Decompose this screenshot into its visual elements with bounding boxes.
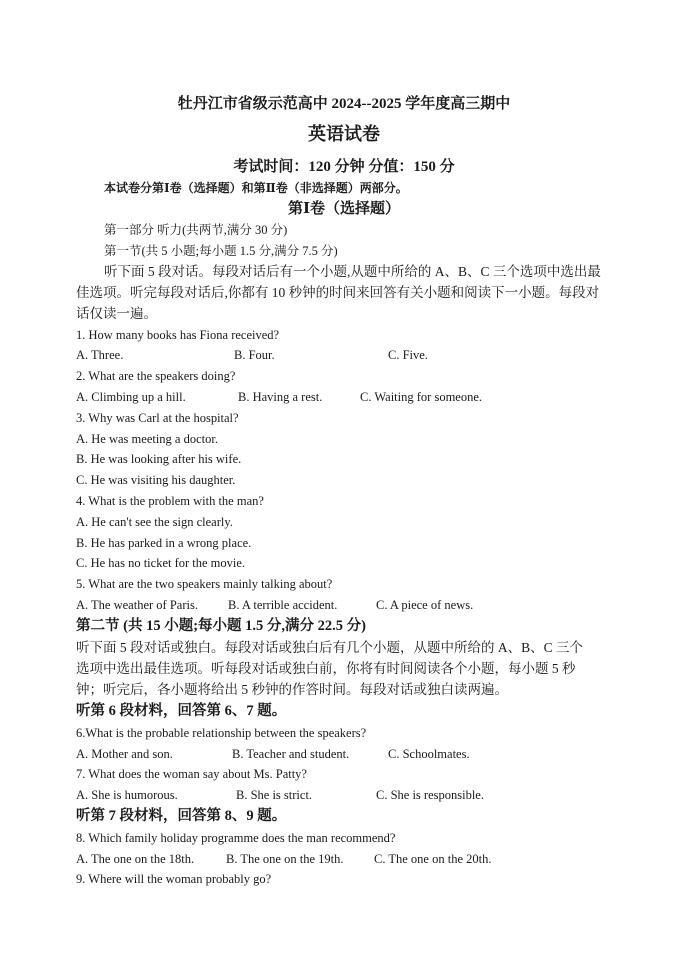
exam-info: 考试时间：120 分钟 分值：150 分 [233, 159, 455, 175]
option-b: B. The one on the 19th. [226, 852, 344, 866]
exam-instructions: 本试卷分第Ⅰ卷（选择题）和第Ⅱ卷（非选择题）两部分。 [104, 181, 408, 195]
option-b: B. He was looking after his wife. [76, 452, 242, 466]
option-a: A. She is humorous. [76, 788, 178, 802]
material-7-heading: 听第 7 段材料，回答第 8、9 题。 [76, 808, 287, 824]
option-b: B. He has parked in a wrong place. [76, 536, 252, 550]
option-b: B. She is strict. [236, 788, 313, 802]
section2-directions-line2: 选项中选出最佳选项。听每段对话或独白前，你将有时间阅读各个小题，每小题 5 秒 [76, 661, 576, 676]
question-stem: 5. What are the two speakers mainly talking about? [76, 577, 333, 591]
option-a: A. Climbing up a hill. [76, 390, 186, 404]
option-c: C. He was visiting his daughter. [76, 473, 236, 487]
section2-directions-line1: 听下面 5 段对话或独白。每段对话或独白后有几个小题，从题中所给的 A、B、C 三个 [76, 640, 584, 655]
school-title: 牡丹江市省级示范高中 2024--2025 学年度高三期中 [177, 96, 511, 112]
section1-directions-line1: 听下面 5 段对话。每段对话后有一个小题,从题中所给的 A、B、C 三个选项中选出最 [104, 264, 601, 279]
section2-heading: 第二节 (共 15 小题;每小题 1.5 分,满分 22.5 分) [76, 618, 366, 634]
material-6-heading: 听第 6 段材料，回答第 6、7 题。 [76, 703, 287, 719]
option-a: A. The weather of Paris. [76, 598, 198, 612]
part1-heading: 第一部分 听力(共两节,满分 30 分) [104, 223, 288, 237]
question-stem: 6.What is the probable relationship between the speakers? [76, 726, 367, 740]
option-c: C. Waiting for someone. [360, 390, 483, 404]
option-c: C. Five. [388, 348, 428, 362]
option-b: B. Having a rest. [238, 390, 323, 404]
option-a: A. Mother and son. [76, 747, 173, 761]
question-stem: 8. Which family holiday programme does the man recommend? [76, 831, 396, 845]
section1-heading: 第一节(共 5 小题;每小题 1.5 分,满分 7.5 分) [104, 244, 338, 258]
option-a: A. The one on the 18th. [76, 852, 195, 866]
section2-directions-line3: 钟；听完后，各小题将给出 5 秒钟的作答时间。每段对话或独白读两遍。 [76, 682, 508, 697]
option-a: A. He was meeting a doctor. [76, 432, 218, 446]
subject-title: 英语试卷 [308, 124, 380, 144]
option-c: C. The one on the 20th. [374, 852, 492, 866]
section1-directions-line3: 话仅读一遍。 [76, 306, 157, 321]
option-c: C. She is responsible. [376, 788, 484, 802]
question-stem: 2. What are the speakers doing? [76, 369, 236, 383]
option-c: C. He has no ticket for the movie. [76, 556, 246, 570]
question-stem: 9. Where will the woman probably go? [76, 872, 272, 886]
option-c: C. A piece of news. [376, 598, 474, 612]
section1-directions-line2: 佳选项。听完每段对话后,你都有 10 秒钟的时间来回答有关小题和阅读下一小题。每段对 [76, 285, 600, 300]
question-stem: 7. What does the woman say about Ms. Patty? [76, 767, 307, 781]
option-b: B. A terrible accident. [228, 598, 338, 612]
question-stem: 3. Why was Carl at the hospital? [76, 411, 239, 425]
option-c: C. Schoolmates. [388, 747, 470, 761]
question-stem: 1. How many books has Fiona received? [76, 328, 280, 342]
option-b: B. Teacher and student. [232, 747, 350, 761]
question-stem: 4. What is the problem with the man? [76, 494, 264, 508]
option-a: A. He can't see the sign clearly. [76, 515, 233, 529]
option-a: A. Three. [76, 348, 124, 362]
option-b: B. Four. [234, 348, 275, 362]
volume-title: 第Ⅰ卷（选择题） [287, 201, 401, 217]
